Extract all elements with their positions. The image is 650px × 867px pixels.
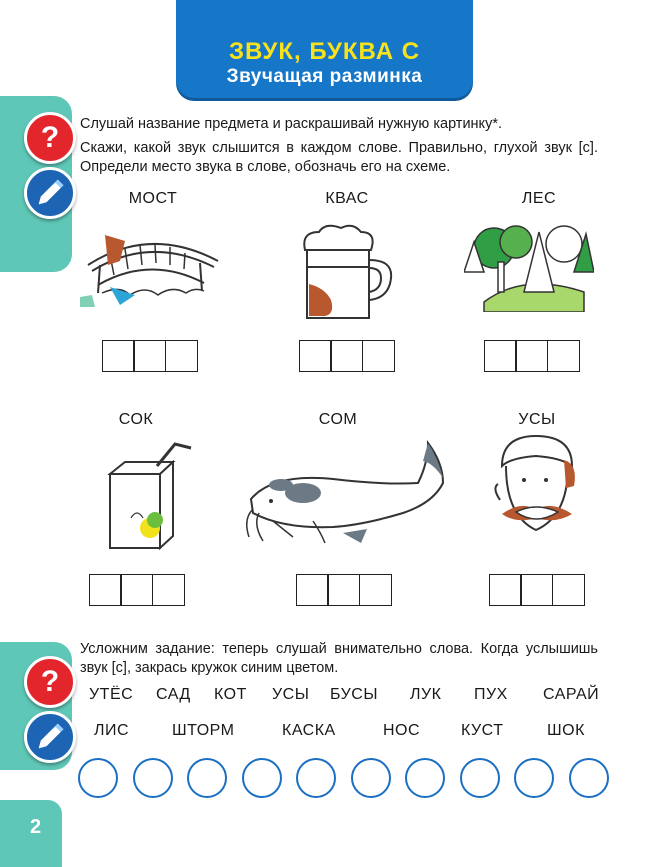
word-item: БУСЫ [330, 686, 379, 703]
scheme-cell[interactable] [362, 340, 395, 372]
scheme-cell[interactable] [299, 340, 332, 372]
scheme-cell[interactable] [296, 574, 329, 606]
bridge-picture[interactable] [80, 225, 225, 310]
sound-scheme[interactable] [103, 340, 198, 372]
scheme-cell[interactable] [133, 340, 166, 372]
instruction-listen: Слушай название предмета и раскрашивай нужную картинку*. [80, 116, 502, 132]
answer-circle[interactable] [460, 758, 500, 798]
picture-label: МОСТ [128, 190, 178, 207]
picture-label: ЛЕС [521, 190, 557, 207]
answer-circle[interactable] [242, 758, 282, 798]
word-item: КУСТ [461, 722, 504, 739]
forest-picture[interactable] [464, 212, 594, 312]
word-item: УСЫ [272, 686, 310, 703]
kvass-mug-picture[interactable] [295, 222, 397, 322]
picture-label: УСЫ [518, 411, 556, 428]
scheme-cell[interactable] [484, 340, 517, 372]
word-item: ШТОРМ [172, 722, 235, 739]
answer-circle[interactable] [296, 758, 336, 798]
catfish-picture[interactable] [243, 433, 448, 548]
word-item: ШОК [547, 722, 585, 739]
answer-circle[interactable] [187, 758, 227, 798]
juice-box-picture[interactable] [105, 440, 200, 552]
answer-circle[interactable] [133, 758, 173, 798]
sound-scheme[interactable] [485, 340, 580, 372]
scheme-cell[interactable] [489, 574, 522, 606]
page-number: 2 [30, 816, 42, 838]
picture-label: СОК [118, 411, 154, 428]
page-title: ЗВУК, БУКВА С [228, 38, 421, 65]
word-item: КОТ [214, 686, 247, 703]
scheme-cell[interactable] [515, 340, 548, 372]
scheme-cell[interactable] [552, 574, 585, 606]
word-item: ПУХ [474, 686, 508, 703]
word-item: ЛИС [94, 722, 130, 739]
instruction-task2: Усложним задание: теперь слушай внимательно слова. Когда услышишь звук [с], закрась кружок синим цветом. [80, 641, 598, 676]
scheme-cell[interactable] [165, 340, 198, 372]
scheme-cell[interactable] [359, 574, 392, 606]
picture-label: СОМ [318, 411, 358, 428]
scheme-cell[interactable] [547, 340, 580, 372]
word-item: САД [156, 686, 191, 703]
scheme-cell[interactable] [89, 574, 122, 606]
sound-scheme[interactable] [90, 574, 185, 606]
answer-circle[interactable] [569, 758, 609, 798]
answer-circle[interactable] [405, 758, 445, 798]
picture-label: КВАС [325, 190, 369, 207]
scheme-cell[interactable] [520, 574, 553, 606]
word-item: ЛУК [410, 686, 442, 703]
word-item: САРАЙ [543, 686, 600, 703]
word-item: КАСКА [282, 722, 336, 739]
sound-scheme[interactable] [297, 574, 392, 606]
answer-circle[interactable] [78, 758, 118, 798]
scheme-cell[interactable] [102, 340, 135, 372]
scheme-cell[interactable] [330, 340, 363, 372]
scheme-cell[interactable] [327, 574, 360, 606]
word-item: НОС [383, 722, 421, 739]
answer-circle[interactable] [514, 758, 554, 798]
old-man-picture[interactable] [492, 430, 582, 545]
page-subtitle: Звучащая разминка [226, 66, 423, 87]
header-banner [176, 0, 473, 98]
question-icon: ? [24, 112, 76, 164]
pencil-icon-2 [24, 711, 76, 763]
answer-circle[interactable] [351, 758, 391, 798]
sound-scheme[interactable] [300, 340, 395, 372]
word-item: УТЁС [89, 686, 134, 703]
instruction-task: Скажи, какой звук слышится в каждом слове. Правильно, глухой звук [с]. Определи место звука в слове, обозначь его на схеме. [80, 140, 598, 175]
scheme-cell[interactable] [152, 574, 185, 606]
pencil-icon [24, 167, 76, 219]
sound-scheme[interactable] [490, 574, 585, 606]
scheme-cell[interactable] [120, 574, 153, 606]
question-icon-2: ? [24, 656, 76, 708]
